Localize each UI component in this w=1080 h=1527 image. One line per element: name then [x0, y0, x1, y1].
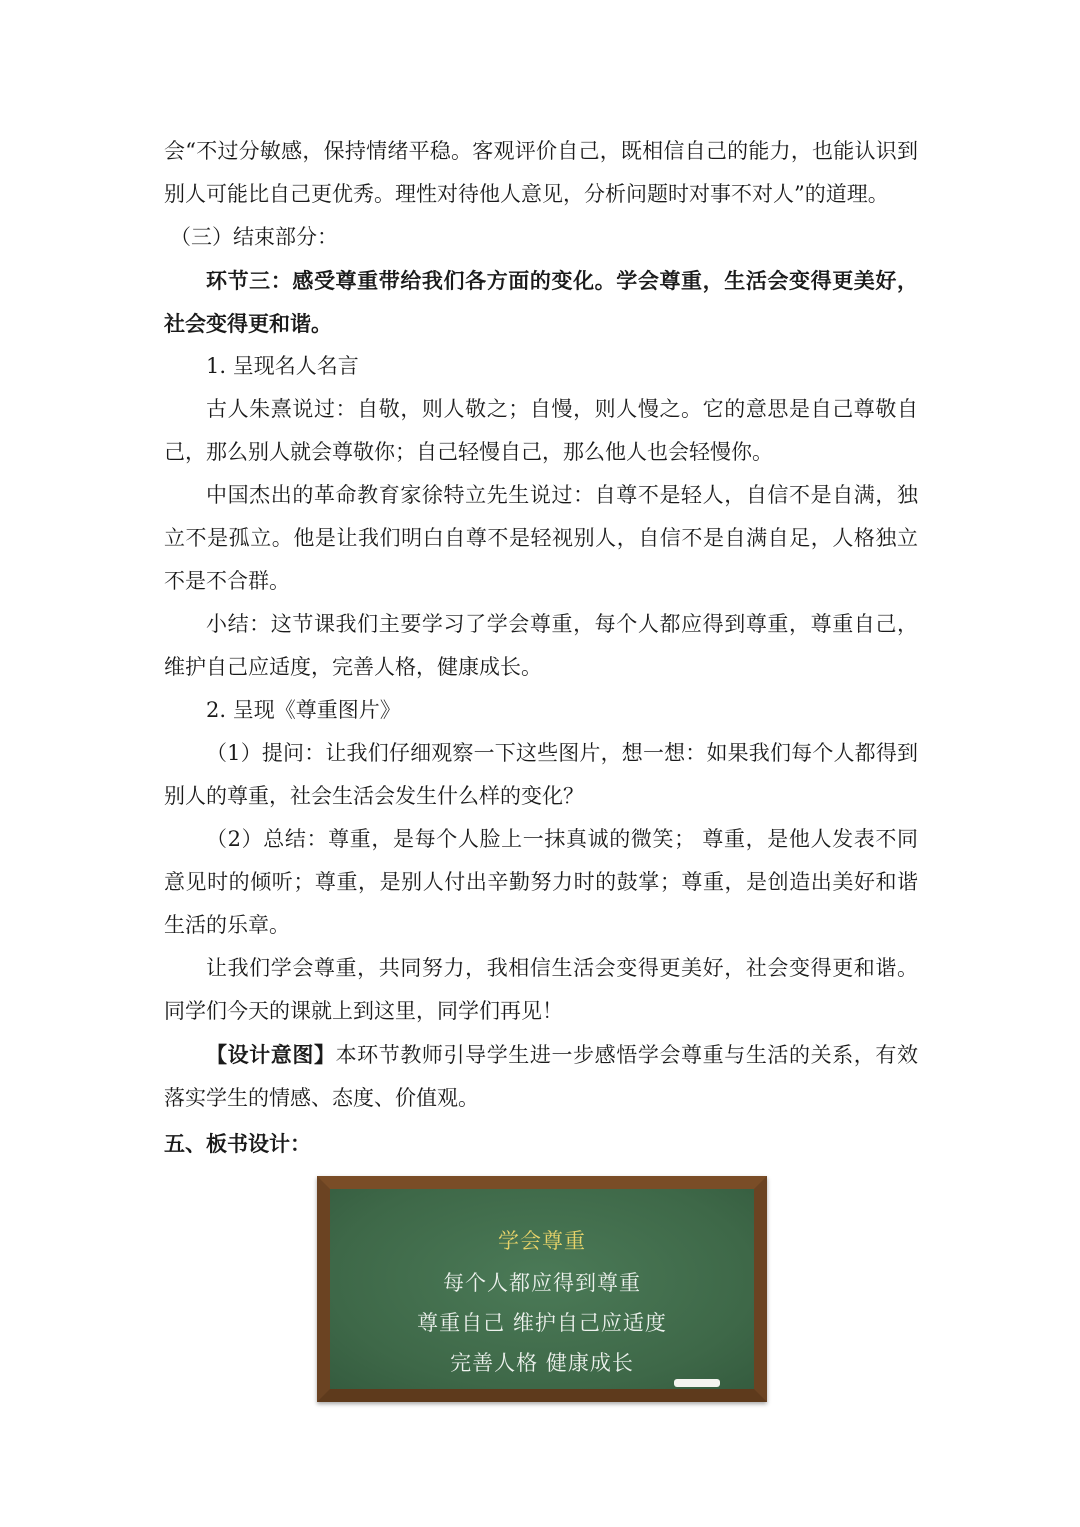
design-intent-paragraph — [164, 1033, 918, 1120]
blackboard-image — [317, 1176, 767, 1402]
document-body — [164, 130, 918, 1165]
board-line-3: 完善人格 健康成长 — [450, 1351, 634, 1375]
board-line-1: 每个人都应得到尊重 — [443, 1271, 641, 1295]
quote-zhuxi: 古人朱熹说过：自敬，则人敬之；自慢，则人慢之。它的意思是自己尊敬自己，那么别人就会尊敬你；自己轻慢自己，那么他人也会轻慢你。 — [164, 397, 918, 464]
chalk-piece — [674, 1379, 720, 1387]
paragraph-1: 会“不过分敏感，保持情绪平稳。客观评价自己，既相信自己的能力，也能认识到别人可能比自己更优秀。理性对待他人意见，分析问题时对事不对人”的道理。 — [164, 139, 918, 206]
step-three-heading: 环节三：感受尊重带给我们各方面的变化。学会尊重，生活会变得更美好，社会变得更和谐。 — [164, 268, 918, 336]
quote-xuteli: 中国杰出的革命教育家徐特立先生说过：自尊不是轻人，自信不是自满，独立不是孤立。他是让我们明白自尊不是轻视别人，自信不是自满自足，人格独立不是不合群。 — [164, 483, 918, 593]
farewell-paragraph: 让我们学会尊重，共同努力，我相信生活会变得更美好，社会变得更和谐。同学们今天的课就上到这里，同学们再见！ — [164, 956, 918, 1023]
item-2-heading: 2. 呈现《尊重图片》 — [206, 698, 401, 722]
design-intent-text: 本环节教师引导学生进一步感悟学会尊重与生活的关系，有效落实学生的情感、态度、价值观。 — [164, 1043, 918, 1110]
design-intent-label: 【设计意图】 — [206, 1042, 336, 1067]
board-title: 学会尊重 — [498, 1229, 586, 1253]
summary-paragraph: 小结：这节课我们主要学习了学会尊重，每个人都应得到尊重，尊重自己，维护自己应适度，完善人格，健康成长。 — [164, 612, 918, 679]
conclusion-paragraph: （2）总结：尊重，是每个人脸上一抹真诚的微笑； 尊重，是他人发表不同意见时的倾听；尊重，是别人付出辛勤努力时的鼓掌；尊重，是创造出美好和谐生活的乐章。 — [164, 827, 918, 937]
section-heading-ending: （三）结束部分： — [170, 225, 338, 249]
question-paragraph: （1）提问：让我们仔细观察一下这些图片，想一想：如果我们每个人都得到别人的尊重，社会生活会发生什么样的变化？ — [164, 741, 918, 808]
board-line-2: 尊重自己 维护自己应适度 — [417, 1311, 667, 1335]
board-design-heading: 五、板书设计： — [164, 1131, 311, 1156]
item-1-heading: 1. 呈现名人名言 — [206, 354, 359, 378]
